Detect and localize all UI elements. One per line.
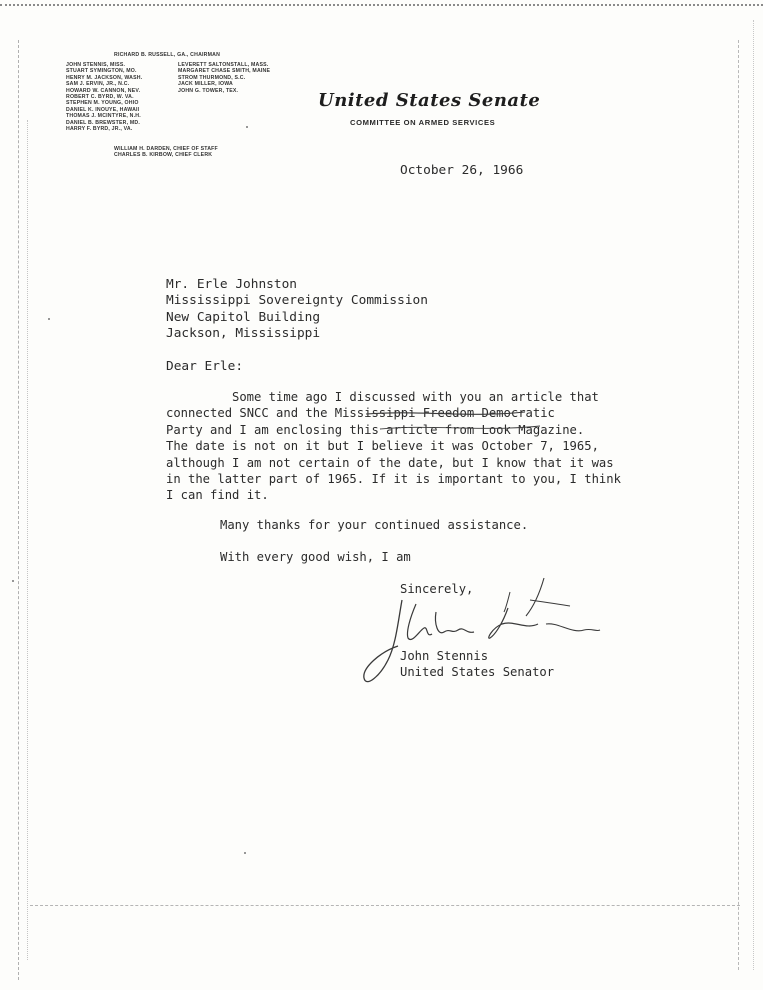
wish-line: With every good wish, I am: [220, 550, 411, 564]
body-line: although I am not certain of the date, but I know that it was: [166, 455, 614, 470]
roster-member: STEPHEN M. YOUNG, OHIO: [66, 100, 139, 107]
roster-member: HOWARD W. CANNON, NEV.: [66, 87, 141, 94]
recipient-building: New Capitol Building: [166, 309, 321, 325]
signer-title: United States Senator: [400, 665, 555, 680]
scan-speck: [244, 852, 246, 854]
letterhead-committee: COMMITTEE ON ARMED SERVICES: [350, 118, 496, 127]
thanks-line: Many thanks for your continued assistance.: [220, 518, 529, 532]
signer-name: John Stennis: [400, 649, 489, 663]
scan-speck: [246, 126, 248, 128]
closing: Sincerely,: [400, 582, 474, 596]
recipient-organization: Mississippi Sovereignty Commission: [166, 293, 428, 309]
roster-chairman: RICHARD B. RUSSELL, GA., CHAIRMAN: [114, 52, 221, 58]
staff-clerk: CHARLES B. KIRBOW, CHIEF CLERK: [114, 152, 213, 159]
roster-member: DANIEL B. BREWSTER, MD.: [66, 119, 140, 126]
body-line: connected SNCC and the Mississippi Freedom Democratic: [166, 406, 555, 421]
body-line: The date is not on it but I believe it was October 7, 1965,: [166, 439, 599, 454]
signer-block: [400, 648, 554, 680]
roster-member: MARGARET CHASE SMITH, MAINE: [178, 68, 271, 75]
scan-speck: [48, 318, 50, 320]
roster-member: JOHN G. TOWER, TEX.: [178, 87, 239, 94]
salutation: Dear Erle:: [166, 359, 244, 374]
roster-member: STROM THURMOND, S.C.: [178, 74, 246, 81]
roster-member: JOHN STENNIS, MISS.: [66, 62, 126, 68]
roster-member: HARRY F. BYRD, JR., VA.: [66, 125, 133, 132]
recipient-name: Mr. Erle Johnston: [166, 277, 297, 292]
body-line: in the latter part of 1965. If it is important to you, I think: [166, 472, 621, 487]
roster-member: ROBERT C. BYRD, W. VA.: [66, 93, 134, 100]
roster-member: HENRY M. JACKSON, WASH.: [66, 74, 143, 81]
letter-date: October 26, 1966: [400, 163, 524, 178]
body-line: I can find it.: [166, 488, 269, 503]
staff-chief: WILLIAM H. DARDEN, CHIEF OF STAFF: [114, 146, 218, 152]
roster-member: DANIEL K. INOUYE, HAWAII: [66, 106, 140, 113]
roster-member: STUART SYMINGTON, MO.: [66, 68, 137, 75]
scan-speck: [12, 580, 14, 582]
roster-member: JACK MILLER, IOWA: [178, 81, 233, 88]
body-line: Party and I am enclosing this article from Look Magazine.: [166, 422, 585, 437]
roster-member: THOMAS J. MCINTYRE, N.H.: [66, 113, 141, 120]
body-line: Some time ago I discussed with you an article that: [232, 390, 599, 404]
letterhead-title: United States Senate: [318, 90, 541, 111]
roster-member: LEVERETT SALTONSTALL, MASS.: [178, 62, 269, 68]
recipient-city: Jackson, Mississippi: [166, 325, 321, 341]
roster-member: SAM J. ERVIN, JR., N.C.: [66, 81, 130, 88]
